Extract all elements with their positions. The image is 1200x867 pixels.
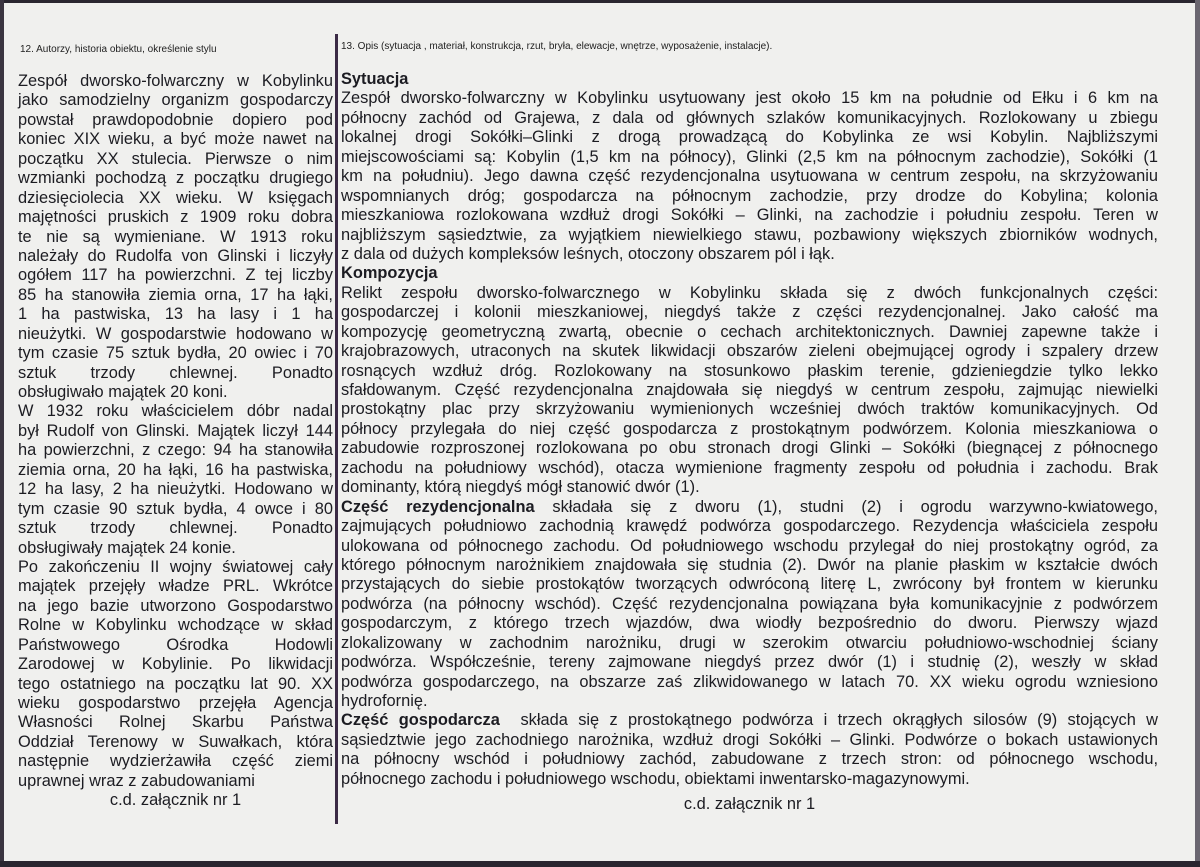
text-line: dominanty, którą niegdyś mógł stanowić dwór (1).: [341, 478, 700, 497]
paragraph: [341, 284, 1158, 498]
text-line: północy przylegała do niej część gospodarcza z prostokątnym podwórzem. Kolonia mieszkaniowa o: [341, 419, 1158, 438]
scan-edge-left: [0, 0, 4, 867]
text-line: podwórza (na północny wschód). Część rezydencjonalna powiązana była komunikacyjnie z podwórzem: [341, 594, 1158, 613]
text-line: [341, 711, 1158, 730]
paragraph: [18, 402, 333, 558]
text-line: te nie są wymieniane. W 1913 roku: [18, 227, 333, 246]
text-line: ulokowana od północnego zachodu. Od południowego wschodu przylegał do niej prostokątny ogród, za: [341, 536, 1158, 555]
text-line: sąsiedztwie jego zachodniego narożnika, wzdłuż drogi Sokółki – Glinki. Podwórze o bokach ustawionych: [341, 730, 1158, 749]
section-heading: [341, 70, 1158, 89]
text-line: na jego bazie utworzono Gospodarstwo: [18, 596, 333, 615]
text-line: przystających do siebie prostokątów tworzących odwróconą literę L, zwrócony był frontem w kierunku: [341, 575, 1158, 594]
text-line: obsługiwało majątek 20 koni.: [18, 383, 228, 401]
continuation-note: c.d. załącznik nr 1: [683, 795, 816, 814]
text-line: W 1932 roku właścicielem dóbr nadal: [18, 402, 333, 421]
text-line: Zarodowej w Kobylinie. Po likwidacji: [18, 655, 333, 674]
text-line: był Rudolf von Glinski. Majątek liczył 144: [18, 421, 333, 440]
text-line: Oddział Terenowy w Suwałkach, która: [18, 732, 333, 751]
line-text: składa się z prostokątnego podwórza i trzech okrągłych silosów (9) stojących w: [499, 711, 1158, 730]
continuation-note: c.d. załącznik nr 1: [109, 791, 242, 810]
text-line: następnie wydzierżawiła część ziemi: [18, 752, 333, 771]
text-line: z dala od dużych kompleksów leśnych, otoczony obszarem pól i łąk.: [341, 244, 835, 263]
text-line: majątek przejęły władze PRL. Wkrótce: [18, 577, 333, 596]
text-line: zajmujących południowo zachodnią krawędź podwórza gospodarczego. Rezydencja właściciela zespołu: [341, 517, 1158, 536]
text-line: Po zakończeniu II wojny światowej cały: [18, 557, 333, 576]
text-line: 12 ha lasy, 2 ha nieużytki. Hodowano w: [18, 480, 333, 499]
text-line: nieużytki. W gospodarstwie hodowano w: [18, 324, 333, 343]
paragraph: [341, 711, 1158, 789]
text-line: krajobrazowych, utraconych na skutek likwidacji obszarów zieleni obejmującej ogrody i szpalery drzew: [341, 342, 1158, 361]
line-text: składała się z dworu (1), studni (2) i ogrodu warzywno-kwiatowego,: [534, 497, 1158, 516]
text-line: km na południu). Jego dawna część rezydencjonalna usytuowana w centrum zespołu, na skrzyżowaniu: [341, 167, 1158, 186]
paragraph: [341, 498, 1158, 712]
text-line: Rolne w Kobylinku wchodzące w skład: [18, 616, 333, 635]
text-line: powstał prawdopodobnie dopiero pod: [18, 110, 333, 129]
text-line: hydrofornię.: [341, 692, 428, 710]
text-line: zachodu na południowy wschód), otacza wymienione fragmenty zespołu od południa i zachodu. Brak: [341, 458, 1158, 477]
text-line: 1 ha pastwiska, 13 ha lasy i 1 ha: [18, 305, 333, 324]
heading-text: Sytuacja: [341, 70, 409, 88]
text-line: na północny wschód i południowy zachód, zabudowane z trzech stron: od północnego wschodu,: [341, 750, 1158, 769]
text-line: podwórza. Współcześnie, tereny zajmowane niegdyś przez dwór (1) i studnię (2), weszły w skład: [341, 653, 1158, 672]
text-line: początku XX stulecia. Pierwsze o nim: [18, 149, 333, 168]
text-line: północnego zachodu i południowego wschodu, obiektami inwentarsko-magazynowymi.: [341, 769, 970, 788]
text-line: kompozycję geometryczną zwartą, obecnie o cechach architektonicznych. Dawniej zapewne także i: [341, 322, 1158, 341]
text-line: sztuk trzody chlewnej. Ponadto: [18, 363, 333, 382]
text-line: prostokątny plac przy skrzyżowaniu wymienionych wcześniej dwóch traktów komunikacyjnych. Od: [341, 400, 1158, 419]
text-line: jako samodzielny organizm gospodarczy: [18, 91, 333, 110]
text-line: tym czasie 90 sztuk bydła, 4 owce i 80: [18, 499, 333, 518]
text-line: sztuk trzody chlewnej. Ponadto: [18, 519, 333, 538]
text-line: którego północnym narożnikiem znajdowała się studnia (2). Dwór na planie płaskim w kształcie dwóch: [341, 555, 1158, 574]
scan-edge-top: [0, 0, 1200, 3]
text-line: Własności Rolnej Skarbu Państwa: [18, 713, 333, 732]
history-column: [18, 72, 333, 811]
text-line: mieszkaniowa rozlokowana wzdłuż drogi Sokółki – Glinki, na zachodzie i południu zespołu. Teren w: [341, 206, 1158, 225]
text-line: Państwowego Ośrodka Hodowli: [18, 635, 333, 654]
text-line: podwórza gospodarczego, na obszarze zaś zlikwidowanego w latach 70. XX wieku ogrodu wzniesiono: [341, 672, 1158, 691]
text-line: najbliższym sąsiedztwie, za wyjątkiem niewielkiego stawu, pozbawiony większych zbiorników wodnych,: [341, 225, 1158, 244]
text-line: zabudowie rozproszonej rozlokowana po obu stronach drogi Glinki – Sokółki (biegnącej z północnego: [341, 439, 1158, 458]
description-column: [341, 70, 1158, 815]
heading-text: Kompozycja: [341, 264, 438, 283]
section-heading: [341, 264, 1158, 283]
text-line: gospodarczym, z którego trzech wjazdów, dwa wiodły bezpośrednio do dworu. Pierwszy wjazd: [341, 614, 1158, 633]
text-line: gospodarczej i kolonii mieszkaniowej, niegdyś także z części rezydencjonalnej. Jako całość ma: [341, 303, 1158, 322]
section-12-header: 12. Autorzy, historia obiektu, określenie stylu: [20, 44, 217, 55]
text-line: wieku gospodarstwo przejęła Agencja: [18, 694, 333, 712]
text-line: lokalnej drogi Sokółki–Glinki z drogą prowadzącą do Kobylinka ze wsi Kobylin. Najbliższymi: [341, 128, 1158, 147]
lead-bold-text: Część gospodarcza: [341, 711, 500, 730]
text-line: zlokalizowany w zachodnim narożniku, drugi w szerokim otwarciu południowo-wschodniej ściany: [341, 633, 1158, 652]
text-line: tego ostatniego na początku lat 90. XX: [18, 674, 333, 693]
paragraph: [18, 72, 333, 402]
text-line: Relikt zespołu dworsko-folwarcznego w Kobylinku składa się z dwóch funkcjonalnych części:: [341, 283, 1158, 302]
text-line: obsługiwały majątek 24 konie.: [18, 538, 236, 557]
text-line: miejscowościami są: Kobylin (1,5 km na północy), Glinki (2,5 km na północnym zachodzie), Sokółki (1: [341, 147, 1158, 166]
text-line: ha powierzchni, z czego: 94 ha stanowiła: [18, 441, 333, 460]
text-line: 85 ha stanowiła ziemia orna, 17 ha łąki,: [18, 285, 333, 304]
scan-edge-bottom: [0, 861, 1200, 867]
paragraph: [341, 89, 1158, 264]
text-line: rosnących wzdłuż dróg. Rozlokowany na stosunkowo płaskim terenie, gdzieniegdzie tylko lekko: [341, 361, 1158, 380]
text-line: [341, 498, 1158, 517]
text-line: dziesięciolecia XX wieku. W księgach: [18, 188, 333, 207]
text-line: Zespół dworsko-folwarczny w Kobylinku usytuowany jest około 15 km na południe od Ełku i 6 km na: [341, 89, 1158, 108]
text-line: ziemia orna, 20 ha łąki, 16 ha pastwiska,: [18, 460, 333, 479]
text-line: ogółem 117 ha powierzchni. Z tej liczby: [18, 266, 333, 285]
text-line: należały do Rudolfa von Glinski i liczyły: [18, 246, 333, 265]
column-divider: [335, 34, 338, 824]
text-line: uprawnej wraz z zabudowaniami: [18, 771, 255, 790]
text-line: wspomnianych dróg; gospodarcza na północnym zachodzie, przy drodze do Kobylina; kolonia: [341, 186, 1158, 205]
section-13-header: 13. Opis (sytuacja , materiał, konstrukcja, rzut, bryła, elewacje, wnętrze, wyposażenie, instalacje).: [341, 41, 773, 52]
text-line: majętności pruskich z 1909 roku dobra: [18, 208, 333, 227]
text-line: północny zachód od Grajewa, z dala od głównych szlaków komunikacyjnych. Rozlokowany u zbiegu: [341, 108, 1158, 127]
text-line: tym czasie 75 sztuk bydła, 20 owiec i 70: [18, 344, 333, 363]
paragraph: [18, 558, 333, 791]
lead-bold-text: Część rezydencjonalna: [341, 497, 535, 516]
text-line: Zespół dworsko-folwarczny w Kobylinku: [18, 72, 333, 90]
text-line: koniec XIX wieku, a być może nawet na: [18, 130, 333, 149]
scan-edge-right: [1195, 0, 1200, 867]
text-line: sfałdowanym. Część rezydencjonalna znajdowała się niegdyś w centrum zespołu, zajmując niewielki: [341, 381, 1158, 399]
text-line: wzmianki pochodzą z początku drugiego: [18, 169, 333, 188]
